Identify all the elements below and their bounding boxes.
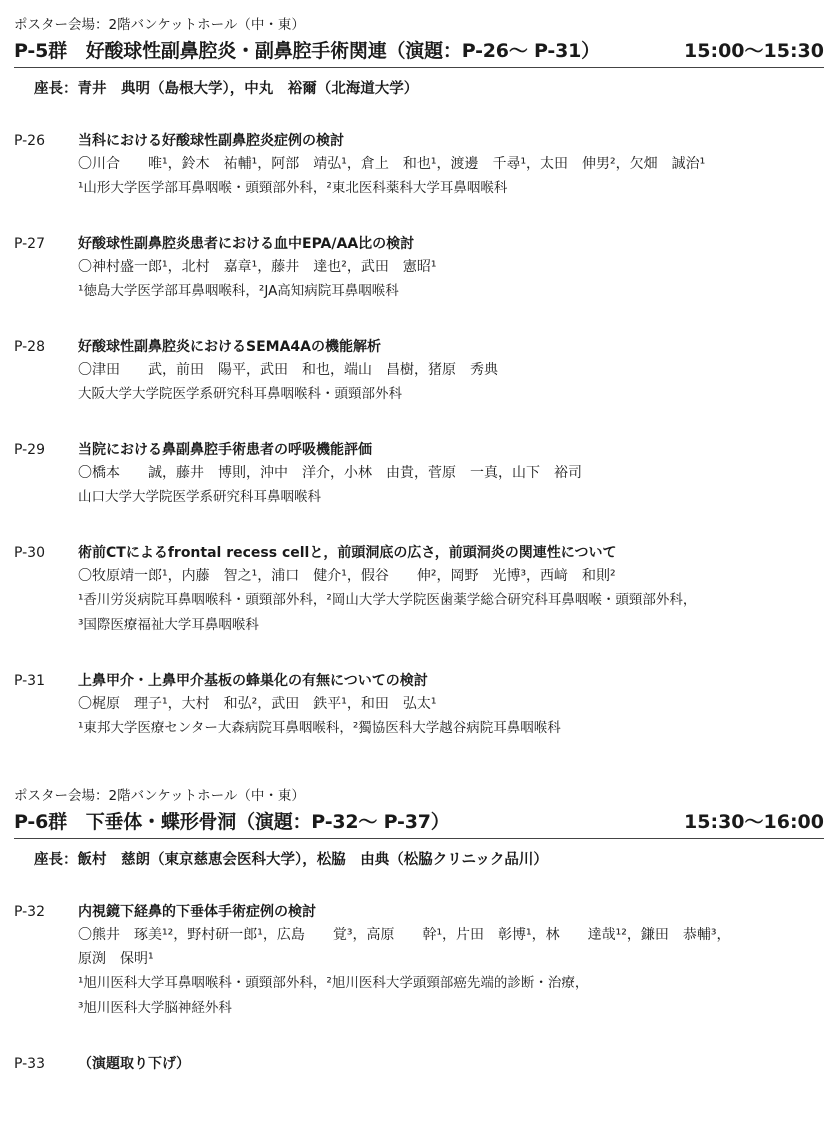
poster-affiliations — [78, 588, 824, 638]
poster-entry — [14, 670, 824, 741]
poster-entry — [14, 233, 824, 304]
poster-affiliations — [78, 382, 824, 407]
poster-authors — [78, 923, 824, 971]
session-header — [14, 36, 824, 68]
poster-authors — [78, 564, 824, 588]
affiliation-line: 大阪大学大学院医学系研究科耳鼻咽喉科・頭頸部外科 — [78, 386, 402, 402]
session-chairs: 座長：青井 典明（島根大学），中丸 裕爾（北海道大学） — [34, 81, 419, 97]
author-line: 〇牧原靖一郎¹，内藤 智之¹，浦口 健介¹，假谷 伸²，岡野 光博³，西﨑 和則² — [78, 568, 616, 584]
author-line: 〇橋本 誠，藤井 博則，沖中 洋介，小林 由貴，菅原 一真，山下 裕司 — [78, 465, 582, 481]
poster-id: P-26 — [14, 133, 46, 149]
session-title: P-6群 下垂体・蝶形骨洞（演題：P-32～ P-37） — [14, 811, 450, 833]
session-chairs: 座長：飯村 慈朗（東京慈恵会医科大学），松脇 由典（松脇クリニック品川） — [34, 852, 548, 868]
poster-id: P-30 — [14, 545, 46, 561]
poster-title: （演題取り下げ） — [78, 1056, 190, 1072]
poster-entry — [14, 130, 824, 201]
author-line: 原渕 保明¹ — [78, 951, 154, 967]
venue-label: ポスター会場：2階バンケットホール（中・東） — [14, 788, 305, 804]
poster-title: 好酸球性副鼻腔炎患者における血中EPA/AA比の検討 — [78, 236, 415, 252]
poster-authors — [78, 152, 824, 176]
poster-id: P-33 — [14, 1056, 46, 1072]
poster-id: P-32 — [14, 904, 46, 920]
poster-id: P-27 — [14, 236, 46, 252]
affiliation-line: ¹山形大学医学部耳鼻咽喉・頭頸部外科，²東北医科薬科大学耳鼻咽喉科 — [78, 180, 508, 196]
poster-entry — [14, 439, 824, 510]
poster-entry — [14, 1053, 824, 1075]
poster-title: 好酸球性副鼻腔炎におけるSEMA4Aの機能解析 — [78, 339, 381, 355]
session-time: 15:30～16:00 — [684, 811, 824, 833]
poster-authors — [78, 692, 824, 716]
affiliation-line: ³旭川医科大学脳神経外科 — [78, 1000, 232, 1016]
affiliation-line: ¹徳島大学医学部耳鼻咽喉科，²JA高知病院耳鼻咽喉科 — [78, 283, 399, 299]
author-line: 〇梶原 理子¹，大村 和弘²，武田 鉄平¹，和田 弘太¹ — [78, 696, 437, 712]
session-header — [14, 807, 824, 839]
poster-affiliations — [78, 279, 824, 304]
affiliation-line: ¹香川労災病院耳鼻咽喉科・頭頸部外科，²岡山大学大学院医歯薬学総合研究科耳鼻咽喉・頭頸部外科， — [78, 592, 697, 608]
poster-title: 上鼻甲介・上鼻甲介基板の蜂巣化の有無についての検討 — [78, 673, 428, 689]
author-line: 〇神村盛一郎¹，北村 嘉章¹，藤井 達也²，武田 憲昭¹ — [78, 259, 437, 275]
poster-authors — [78, 461, 824, 485]
session-time: 15:00～15:30 — [684, 40, 824, 62]
session-p6 — [14, 787, 824, 1075]
affiliation-line: ¹旭川医科大学耳鼻咽喉科・頭頸部外科，²旭川医科大学頭頸部癌先端的診断・治療， — [78, 975, 589, 991]
poster-id: P-31 — [14, 673, 46, 689]
poster-entry — [14, 336, 824, 407]
poster-affiliations — [78, 716, 824, 741]
poster-entry — [14, 542, 824, 638]
poster-id: P-29 — [14, 442, 46, 458]
poster-title: 術前CTによるfrontal recess cellと，前頭洞底の広さ，前頭洞炎の関連性について — [78, 545, 617, 561]
poster-title: 当院における鼻副鼻腔手術患者の呼吸機能評価 — [78, 442, 372, 458]
session-title: P-5群 好酸球性副鼻腔炎・副鼻腔手術関連（演題：P-26～ P-31） — [14, 40, 600, 62]
poster-affiliations — [78, 971, 824, 1021]
session-p5 — [14, 16, 824, 741]
affiliation-line: ³国際医療福祉大学耳鼻咽喉科 — [78, 617, 259, 633]
author-line: 〇川合 唯¹，鈴木 祐輔¹，阿部 靖弘¹，倉上 和也¹，渡邊 千尋¹，太田 伸男²，欠畑 誠治¹ — [78, 156, 706, 172]
author-line: 〇熊井 琢美¹²，野村研一郎¹，広島 覚³，高原 幹¹，片田 彰博¹，林 達哉¹²，鎌田 恭輔³， — [78, 927, 731, 943]
poster-entry — [14, 901, 824, 1021]
poster-title: 内視鏡下経鼻的下垂体手術症例の検討 — [78, 904, 316, 920]
poster-id: P-28 — [14, 339, 46, 355]
author-line: 〇津田 武，前田 陽平，武田 和也，端山 昌樹，猪原 秀典 — [78, 362, 498, 378]
poster-authors — [78, 358, 824, 382]
poster-affiliations — [78, 485, 824, 510]
poster-title: 当科における好酸球性副鼻腔炎症例の検討 — [78, 133, 344, 149]
venue-label: ポスター会場：2階バンケットホール（中・東） — [14, 17, 305, 33]
poster-affiliations — [78, 176, 824, 201]
poster-authors — [78, 255, 824, 279]
affiliation-line: 山口大学大学院医学系研究科耳鼻咽喉科 — [78, 489, 321, 505]
affiliation-line: ¹東邦大学医療センター大森病院耳鼻咽喉科，²獨協医科大学越谷病院耳鼻咽喉科 — [78, 720, 561, 736]
